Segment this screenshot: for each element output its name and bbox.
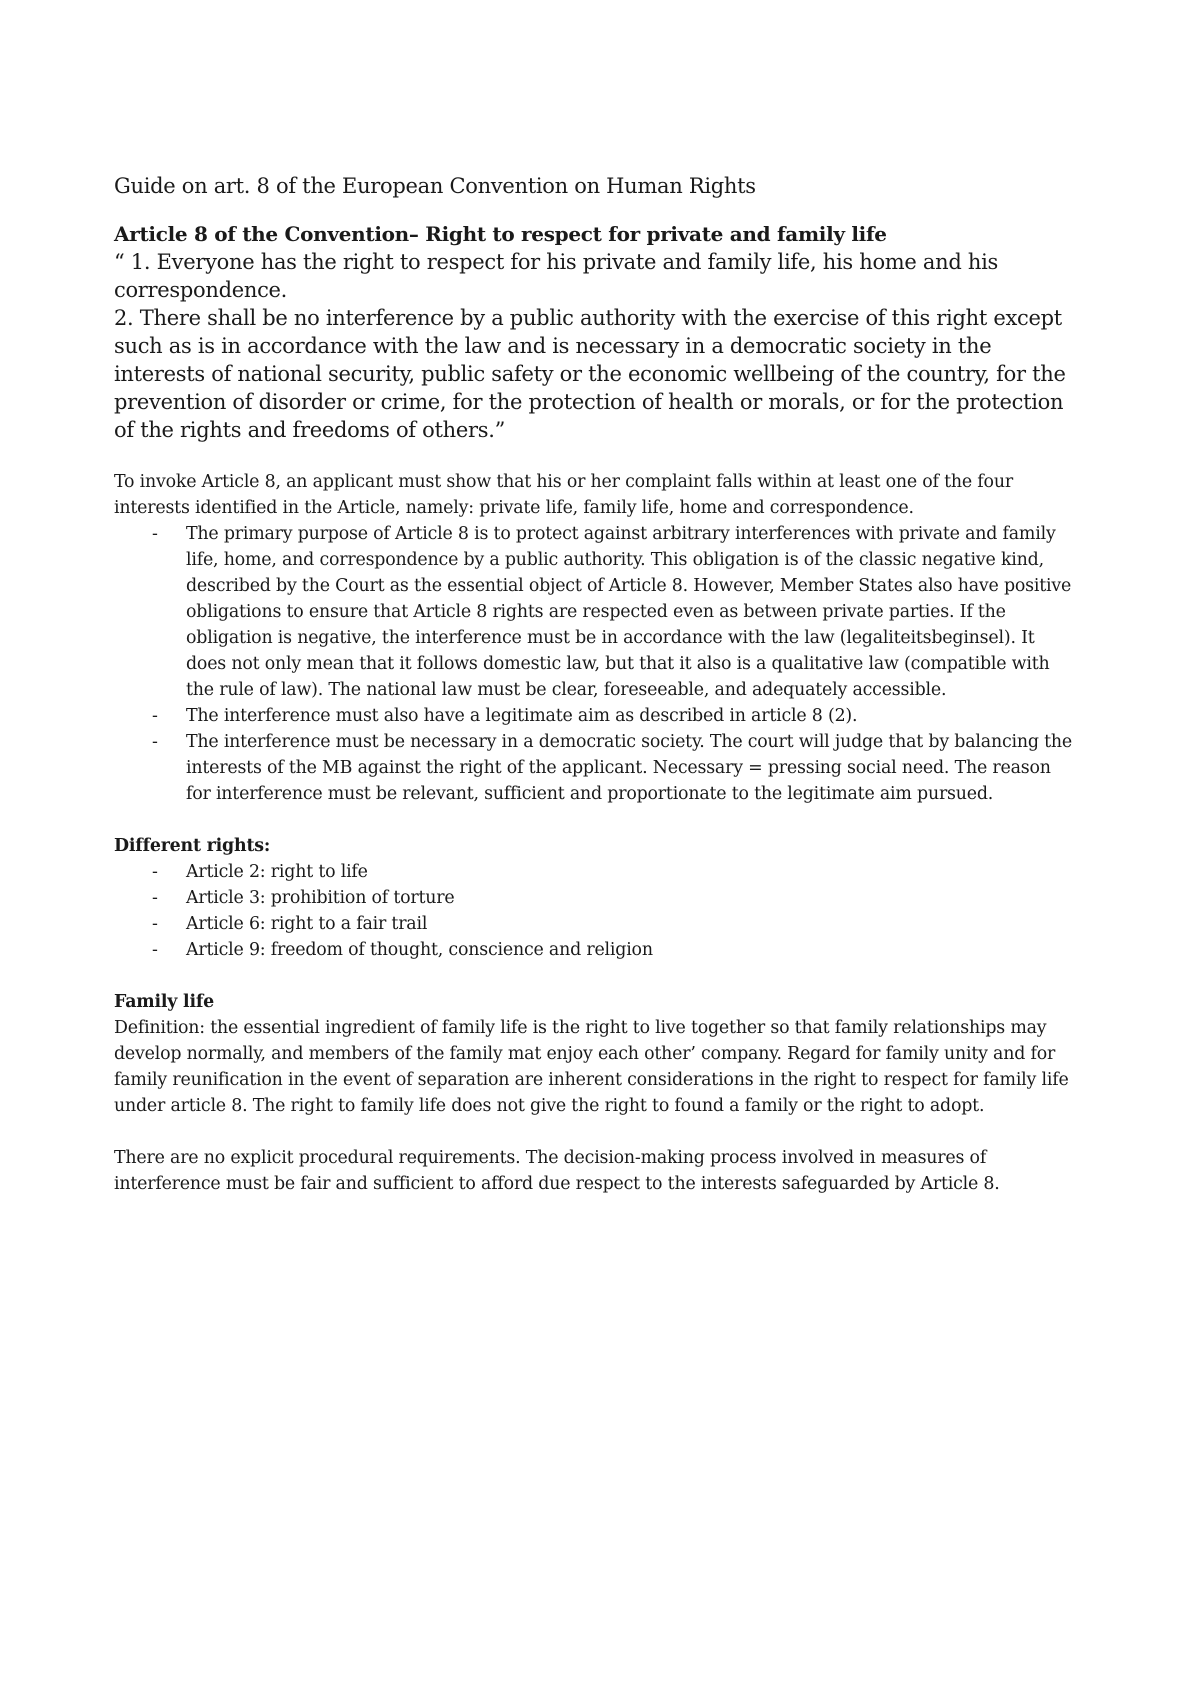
list-item-text: Article 9: freedom of thought, conscience and religion xyxy=(186,940,653,960)
list-item-text: Article 3: prohibition of torture xyxy=(186,888,455,908)
list-item xyxy=(114,521,1074,703)
different-rights-heading: Different rights: xyxy=(114,836,271,856)
document-body xyxy=(114,469,1074,1197)
dash-bullet: - xyxy=(152,914,158,934)
procedural-requirements-paragraph: There are no explicit procedural requirements. The decision-making process involved in measures of interference must be fair and sufficient to afford due respect to the interests safeguarded by Article 8. xyxy=(114,1148,1000,1194)
document-page xyxy=(114,172,1074,1197)
article-heading: Article 8 of the Convention– Right to respect for private and family life xyxy=(114,222,887,246)
dash-bullet: - xyxy=(152,732,158,752)
list-item-text: The interference must also have a legitimate aim as described in article 8 (2). xyxy=(186,706,858,726)
dash-bullet: - xyxy=(152,524,158,544)
article-paragraph-1: “ 1. Everyone has the right to respect for his private and family life, his home and his correspondence. xyxy=(114,250,998,302)
dash-bullet: - xyxy=(152,862,158,882)
list-item xyxy=(114,703,1074,729)
intro-paragraph: To invoke Article 8, an applicant must show that his or her complaint falls within at least one of the four interests identified in the Article, namely: private life, family life, home and correspondence. xyxy=(114,472,1013,518)
family-life-definition: Definition: the essential ingredient of family life is the right to live together so that family relationships may develop normally, and members of the family mat enjoy each other’ company. Regard for family unity and for family reunification in the event of separation are inherent considerations in the right to respect for family life under article 8. The right to family life does not give the right to found a family or the right to adopt. xyxy=(114,1018,1069,1116)
list-item-text: The primary purpose of Article 8 is to protect against arbitrary interferences with private and family life, home, and correspondence by a public authority. This obligation is of the classic negative kind, described by the Court as the essential object of Article 8. However, Member States also have positive obligations to ensure that Article 8 rights are respected even as between private parties. If the obligation is negative, the interference must be in accordance with the law (legaliteitsbeginsel). It does not only mean that it follows domestic law, but that it also is a qualitative law (compatible with the rule of law). The national law must be clear, foreseeable, and adequately accessible. xyxy=(186,524,1072,700)
dash-bullet: - xyxy=(152,706,158,726)
list-item-text: The interference must be necessary in a democratic society. The court will judge that by balancing the interests of the MB against the right of the applicant. Necessary = pressing social need. The reason for interference must be relevant, sufficient and proportionate to the legitimate aim pursued. xyxy=(186,732,1072,804)
article-paragraph-2: 2. There shall be no interference by a public authority with the exercise of this right except such as is in accordance with the law and is necessary in a democratic society in the interests of national security, public safety or the economic wellbeing of the country, for the prevention of disorder or crime, for the protection of health or morals, or for the protection of the rights and freedoms of others.” xyxy=(114,306,1066,442)
list-item xyxy=(114,859,1074,885)
rights-list xyxy=(114,859,1074,963)
dash-bullet: - xyxy=(152,940,158,960)
list-item-text: Article 2: right to life xyxy=(186,862,368,882)
family-life-heading: Family life xyxy=(114,992,214,1012)
dash-bullet: - xyxy=(152,888,158,908)
list-item xyxy=(114,885,1074,911)
list-item xyxy=(114,729,1074,807)
document-title: Guide on art. 8 of the European Convention on Human Rights xyxy=(114,174,756,198)
list-item xyxy=(114,937,1074,963)
family-life-section xyxy=(114,989,1074,1197)
requirements-list xyxy=(114,521,1074,807)
different-rights-section xyxy=(114,833,1074,963)
article-quote-block xyxy=(114,220,1074,444)
list-item-text: Article 6: right to a fair trail xyxy=(186,914,428,934)
list-item xyxy=(114,911,1074,937)
